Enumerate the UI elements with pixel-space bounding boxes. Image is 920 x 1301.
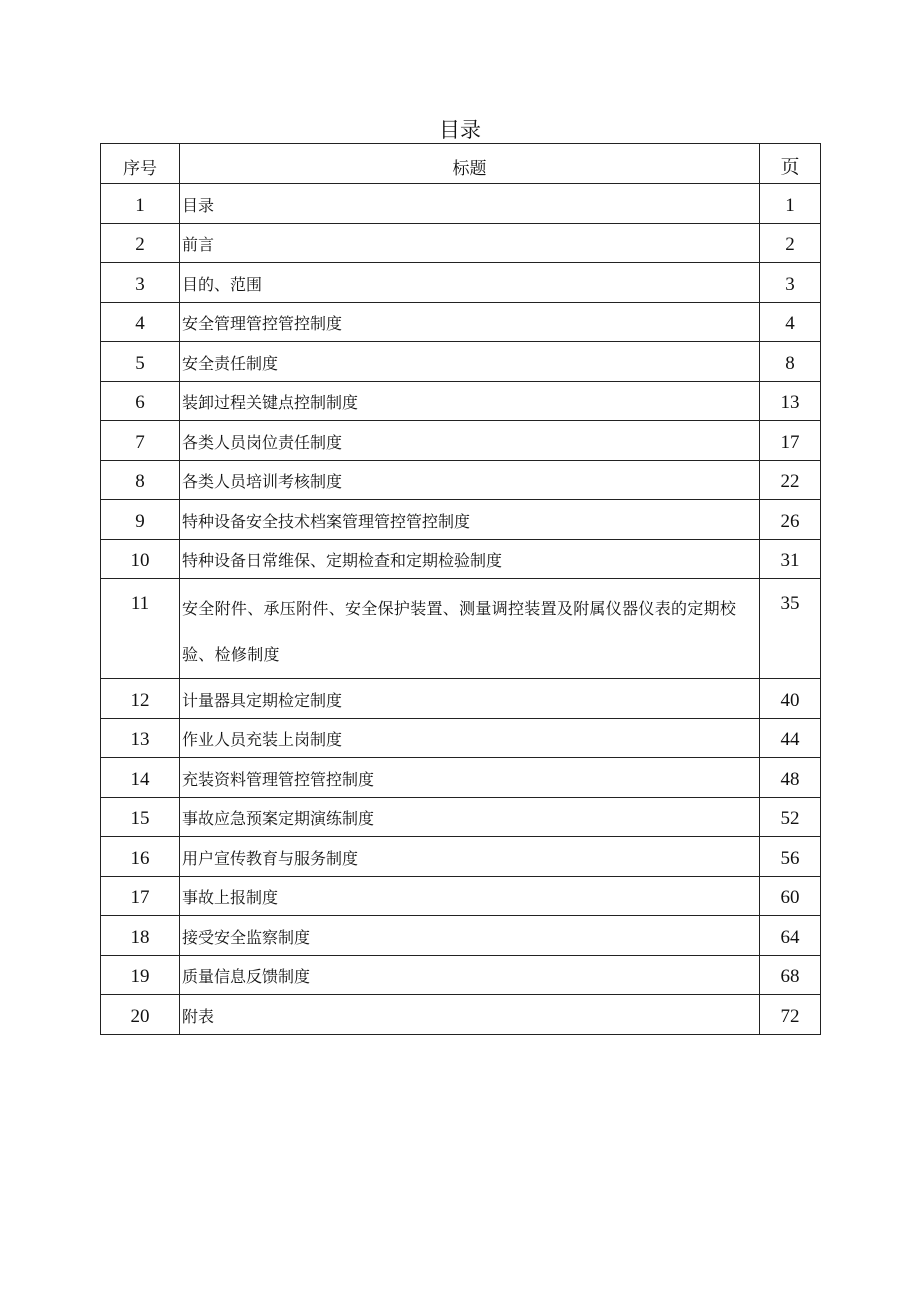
row-title: 安全附件、承压附件、安全保护装置、测量调控装置及附属仪器仪表的定期校验、检修制度 — [180, 579, 760, 679]
row-page: 40 — [760, 679, 821, 719]
row-page: 1 — [760, 184, 821, 224]
row-title: 接受安全监察制度 — [180, 916, 760, 956]
table-row — [101, 679, 821, 719]
row-title: 附表 — [180, 995, 760, 1035]
row-title: 特种设备安全技术档案管理管控管控制度 — [180, 500, 760, 540]
row-number: 8 — [101, 460, 180, 500]
table-row — [101, 579, 821, 679]
row-number: 15 — [101, 797, 180, 837]
row-page: 60 — [760, 876, 821, 916]
row-page: 64 — [760, 916, 821, 956]
row-number: 17 — [101, 876, 180, 916]
row-number: 2 — [101, 223, 180, 263]
row-page: 22 — [760, 460, 821, 500]
table-row — [101, 995, 821, 1035]
table-row — [101, 955, 821, 995]
row-title: 目的、范围 — [180, 263, 760, 303]
row-number: 9 — [101, 500, 180, 540]
row-title: 计量器具定期检定制度 — [180, 679, 760, 719]
table-row — [101, 342, 821, 382]
row-number: 11 — [101, 579, 180, 679]
row-page: 8 — [760, 342, 821, 382]
row-page: 3 — [760, 263, 821, 303]
row-title: 各类人员岗位责任制度 — [180, 421, 760, 461]
table-row — [101, 797, 821, 837]
row-number: 14 — [101, 758, 180, 798]
row-number: 7 — [101, 421, 180, 461]
row-number: 13 — [101, 718, 180, 758]
table-row — [101, 876, 821, 916]
row-page: 72 — [760, 995, 821, 1035]
row-page: 35 — [760, 579, 821, 679]
row-number: 19 — [101, 955, 180, 995]
page-title: 目录 — [439, 118, 481, 142]
row-page: 44 — [760, 718, 821, 758]
table-row — [101, 381, 821, 421]
row-number: 18 — [101, 916, 180, 956]
row-title: 前言 — [180, 223, 760, 263]
row-page: 56 — [760, 837, 821, 877]
row-page: 4 — [760, 302, 821, 342]
table-row — [101, 916, 821, 956]
row-number: 20 — [101, 995, 180, 1035]
row-number: 12 — [101, 679, 180, 719]
row-title: 质量信息反馈制度 — [180, 955, 760, 995]
row-page: 68 — [760, 955, 821, 995]
row-number: 6 — [101, 381, 180, 421]
row-page: 48 — [760, 758, 821, 798]
table-row — [101, 302, 821, 342]
table-row — [101, 421, 821, 461]
row-page: 17 — [760, 421, 821, 461]
table-header-row — [101, 144, 821, 184]
row-number: 4 — [101, 302, 180, 342]
header-title: 标题 — [180, 144, 760, 184]
table-row — [101, 539, 821, 579]
row-title: 事故上报制度 — [180, 876, 760, 916]
table-of-contents — [100, 143, 821, 1035]
row-number: 10 — [101, 539, 180, 579]
table-row — [101, 500, 821, 540]
row-title: 用户宣传教育与服务制度 — [180, 837, 760, 877]
row-title: 事故应急预案定期演练制度 — [180, 797, 760, 837]
row-page: 52 — [760, 797, 821, 837]
row-title: 装卸过程关键点控制制度 — [180, 381, 760, 421]
table-row — [101, 460, 821, 500]
row-title: 各类人员培训考核制度 — [180, 460, 760, 500]
table-row — [101, 758, 821, 798]
row-page: 26 — [760, 500, 821, 540]
row-title: 特种设备日常维保、定期检查和定期检验制度 — [180, 539, 760, 579]
table-row — [101, 223, 821, 263]
row-page: 2 — [760, 223, 821, 263]
row-number: 3 — [101, 263, 180, 303]
row-title: 充装资料管理管控管控制度 — [180, 758, 760, 798]
header-page: 页 — [760, 144, 821, 184]
row-number: 1 — [101, 184, 180, 224]
row-number: 16 — [101, 837, 180, 877]
table-row — [101, 263, 821, 303]
row-page: 31 — [760, 539, 821, 579]
header-number: 序号 — [101, 144, 180, 184]
row-title: 作业人员充装上岗制度 — [180, 718, 760, 758]
table-row — [101, 718, 821, 758]
row-title: 目录 — [180, 184, 760, 224]
table-row — [101, 837, 821, 877]
row-title: 安全责任制度 — [180, 342, 760, 382]
row-page: 13 — [760, 381, 821, 421]
row-title: 安全管理管控管控制度 — [180, 302, 760, 342]
table-row — [101, 184, 821, 224]
row-number: 5 — [101, 342, 180, 382]
